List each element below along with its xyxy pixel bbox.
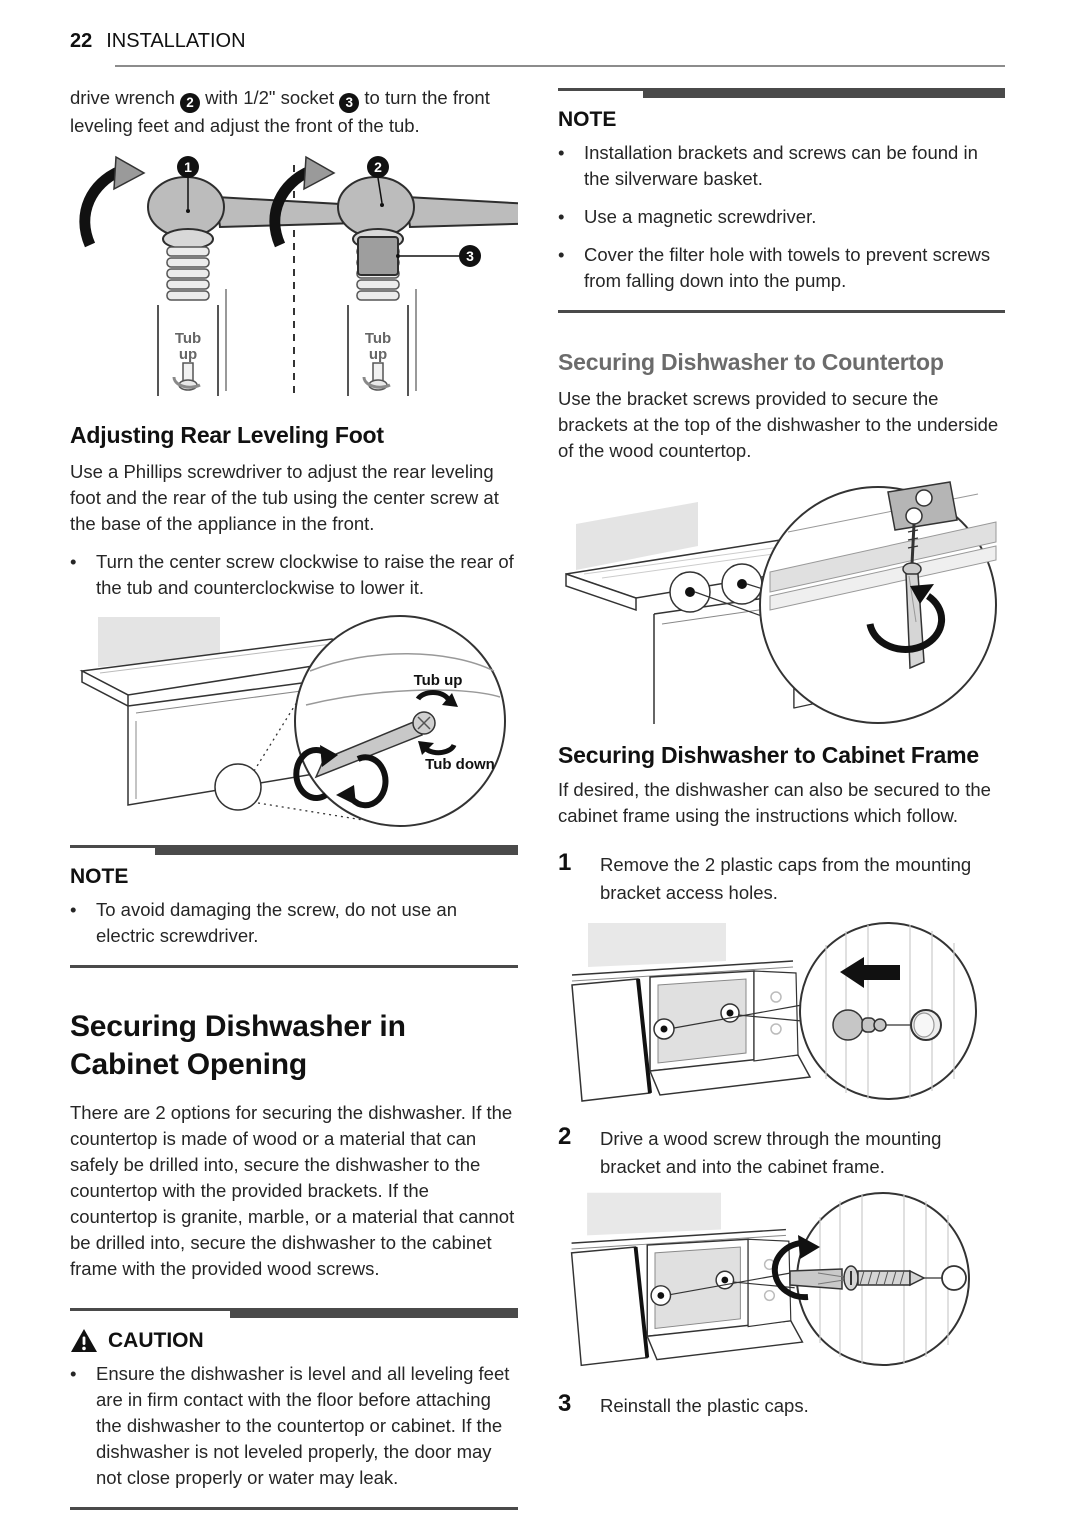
cabinet-frame-body: If desired, the dishwasher can also be secured to the cabinet frame using the instructions which follow. bbox=[558, 779, 991, 826]
securing-opening-body: There are 2 options for securing the dishwasher. If the countertop is made of wood or a material that can safely be drilled into, secure the dishwasher to the countertop with the provided brackets. If the countertop is granite, marble, or a material that cannot be drilled into, secure the dishwasher to the cabinet frame with the provided wood screws. bbox=[70, 1102, 515, 1279]
section-heading-adjusting-rear-leveling-foot: Adjusting Rear Leveling Foot bbox=[70, 422, 384, 448]
callout-2-number: 2 bbox=[374, 159, 382, 175]
step-number: 1 bbox=[558, 849, 572, 876]
note-heading: NOTE bbox=[70, 865, 129, 888]
note-bullet bbox=[558, 242, 1005, 294]
figure-countertop-bracket bbox=[558, 472, 1005, 732]
left-column bbox=[70, 85, 518, 1510]
warning-triangle-icon bbox=[70, 1328, 98, 1353]
bullet-text: Installation brackets and screws can be found in the silverware basket. bbox=[584, 142, 978, 189]
access-hole bbox=[911, 1010, 941, 1040]
step-text: Reinstall the plastic caps. bbox=[600, 1395, 809, 1416]
step-3 bbox=[558, 1390, 1005, 1420]
section-heading-securing-to-cabinet-frame: Securing Dishwasher to Cabinet Frame bbox=[558, 742, 979, 768]
bullet-marker: • bbox=[558, 244, 565, 265]
screwdriver bbox=[790, 1269, 842, 1289]
note-bullet bbox=[558, 140, 1005, 192]
bullet-text: Use a magnetic screwdriver. bbox=[584, 206, 817, 227]
bullet-marker: • bbox=[558, 206, 565, 227]
tub-up-label: up bbox=[368, 346, 388, 363]
backsplash bbox=[588, 923, 726, 967]
bullet-marker: • bbox=[70, 551, 77, 572]
step-2 bbox=[558, 1123, 1005, 1181]
header-rule bbox=[115, 65, 1005, 67]
bullet-marker: • bbox=[558, 142, 565, 163]
tub-up-label: Tub up bbox=[413, 672, 463, 689]
bullet-text: Cover the filter hole with towels to prevent screws from falling down into the pump. bbox=[584, 244, 991, 291]
step-text: Drive a wood screw through the mounting bracket and into the cabinet frame. bbox=[600, 1128, 942, 1177]
caution-bottom-rule bbox=[70, 1507, 518, 1510]
figure-front-leveling-feet bbox=[70, 151, 518, 408]
magnifier-circle bbox=[295, 616, 505, 826]
circled-3-badge: 3 bbox=[339, 93, 359, 113]
countertop-body: Use the bracket screws provided to secure the brackets at the top of the dishwasher to the underside of the wood countertop. bbox=[558, 388, 999, 461]
caution-bar bbox=[70, 1308, 518, 1318]
circled-2-badge: 2 bbox=[180, 93, 200, 113]
section-heading-securing-to-countertop: Securing Dishwasher to Countertop bbox=[558, 349, 944, 375]
note-bullet bbox=[558, 204, 1005, 230]
adjusting-bullet bbox=[70, 549, 518, 601]
page-header bbox=[70, 30, 1005, 67]
intro-text: to turn the front leveling feet and adjust the front of the tub. bbox=[70, 87, 490, 136]
note-block-right bbox=[558, 88, 1005, 313]
tub-down-label: Tub down bbox=[425, 756, 495, 773]
bullet-text: Ensure the dishwasher is level and all leveling feet are in firm contact with the floor before attaching the dishwasher to the countertop or cabinet. If the dishwasher is not leveled properly, the door may not close properly or water may leak. bbox=[96, 1363, 510, 1488]
intro-text: with 1/2" socket bbox=[200, 87, 340, 108]
bullet-text: To avoid damaging the screw, do not use an electric screwdriver. bbox=[96, 899, 457, 946]
note-bar bbox=[558, 88, 1005, 98]
figure-remove-plastic-caps bbox=[558, 913, 1005, 1113]
intro-paragraph bbox=[70, 85, 518, 139]
step-1 bbox=[558, 849, 1005, 907]
bullet-text: Turn the center screw clockwise to raise the rear of the tub and counterclockwise to lower it. bbox=[96, 551, 514, 598]
socket bbox=[358, 237, 398, 275]
note-bullet bbox=[70, 897, 518, 949]
step-number: 2 bbox=[558, 1123, 572, 1150]
intro-text: drive wrench bbox=[70, 87, 181, 108]
note-bottom-rule bbox=[70, 965, 518, 968]
note-bottom-rule bbox=[558, 310, 1005, 313]
chapter-title: INSTALLATION bbox=[106, 30, 246, 52]
tub-up-label: Tub bbox=[364, 330, 392, 347]
callout-3-number: 3 bbox=[466, 248, 474, 264]
note-heading: NOTE bbox=[558, 108, 617, 131]
right-column bbox=[558, 88, 1005, 1426]
section-heading-securing-in-cabinet-opening: Securing Dishwasher in Cabinet Opening bbox=[70, 1010, 406, 1081]
page-number: 22 bbox=[70, 30, 93, 52]
magnifier-circle bbox=[760, 487, 996, 723]
adjusting-body: Use a Phillips screwdriver to adjust the rear leveling foot and the rear of the tub using the center screw at the base of the appliance in the front. bbox=[70, 461, 499, 534]
step-number: 3 bbox=[558, 1390, 572, 1417]
callout-1-number: 1 bbox=[184, 159, 192, 175]
note-bar bbox=[70, 845, 518, 855]
figure-drive-wood-screw bbox=[558, 1187, 1005, 1374]
tub-up-label: Tub bbox=[174, 330, 202, 347]
figure-rear-leveling-screw bbox=[70, 609, 518, 839]
bullet-marker: • bbox=[70, 1363, 77, 1384]
bullet-marker: • bbox=[70, 899, 77, 920]
caution-heading: CAUTION bbox=[108, 1328, 204, 1352]
caution-block bbox=[70, 1308, 518, 1510]
note-block bbox=[70, 845, 518, 968]
tub-up-label: up bbox=[178, 346, 198, 363]
caution-bullet bbox=[70, 1361, 518, 1491]
step-text: Remove the 2 plastic caps from the mounting bracket access holes. bbox=[600, 854, 972, 903]
bracket-screw bbox=[903, 563, 921, 575]
access-hole bbox=[942, 1266, 966, 1290]
